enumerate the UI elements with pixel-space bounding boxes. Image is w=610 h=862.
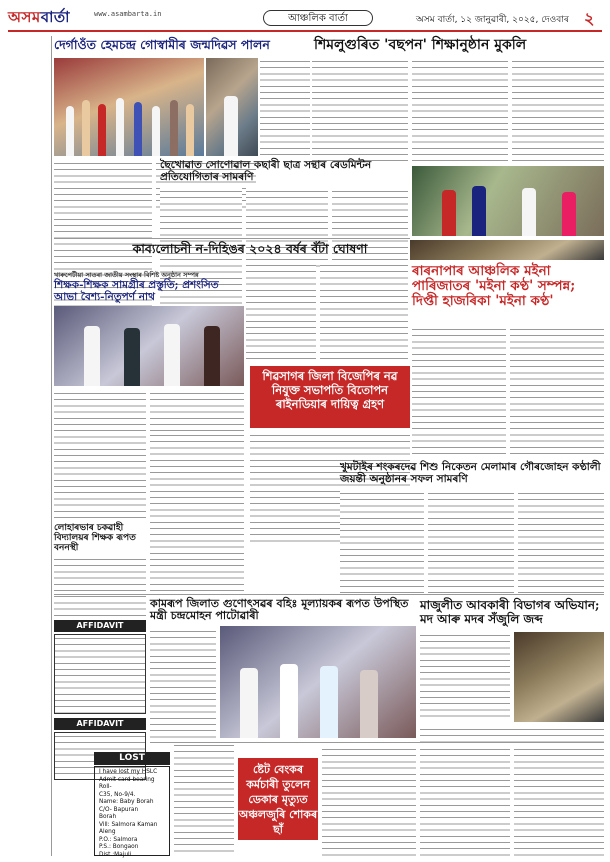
story12-body-3 <box>514 746 604 856</box>
story3-body-2 <box>246 188 328 268</box>
lost-line: Vill: Salmora Kaman <box>99 821 158 828</box>
story5-photo <box>54 306 244 386</box>
story11-body-2 <box>420 726 604 742</box>
story8-headline: লোহাৰভাৰ চকৱাহী বিদ্যালয়ৰ শিক্ষক ৰূপত বননস্থী <box>54 523 136 553</box>
story4-body-2 <box>320 262 408 362</box>
page-number: ২ <box>584 9 595 28</box>
story10-headline: কামৰূপ জিলাত গুণোৎসৱৰ বহিঃ মূল্যায়কৰ ৰূপত উপস্থিত মন্ত্ৰী চন্দ্ৰমোহন পাটোৱাৰী <box>150 597 409 623</box>
story12-headline: ষ্টেট বেংকৰ কৰ্মচাৰী তুলেন ডেকাৰ মৃত্যুত অঞ্চলজুৰি শোকৰ ছাঁ <box>238 758 318 840</box>
story12-body-2 <box>420 746 510 856</box>
lost-line: Name: Baby Borah <box>99 799 154 805</box>
section-divider <box>150 742 604 743</box>
story12-body <box>322 746 416 856</box>
story6-body-2 <box>510 326 604 458</box>
lost-line: Borah <box>99 814 117 820</box>
lost-line: Dist.:Majuli <box>99 851 132 858</box>
story11-headline: মাজুলীত আবকাৰী বিভাগৰ অভিযান; মদ আৰু মদৰ সঁজুলি জব্দ <box>420 598 600 626</box>
story10-photo <box>220 626 416 738</box>
newspaper-logo: অসমবাৰ্তা <box>8 8 71 26</box>
section-title: আঞ্চলিক বাৰ্তা <box>263 10 373 26</box>
story5-headline: শিক্ষক-শিক্ষক সামগ্ৰীৰ প্ৰস্তুতি; প্ৰশংসিত আভা বৈশ্য-নিতুপৰ্ণ নাথ <box>54 279 219 303</box>
lost-line: Admit card bearing Roll- <box>99 776 155 790</box>
story6-body <box>412 326 506 458</box>
story9-body <box>340 490 424 594</box>
story10-body-2 <box>174 742 234 856</box>
lost-line: C/O- Bapuran <box>99 806 139 813</box>
story9-body-3 <box>518 490 604 594</box>
affidavit-label-2: AFFIDAVIT <box>54 718 146 730</box>
story2-body-3 <box>512 58 604 162</box>
story4-body <box>246 262 316 362</box>
affidavit-label-1: AFFIDAVIT <box>54 620 146 632</box>
lost-line: C35, No-9/4. <box>99 791 136 798</box>
lost-line: Aleng <box>99 829 116 835</box>
section-divider <box>54 594 604 595</box>
website-url: www.asambarta.in <box>94 10 162 18</box>
lost-label: LOST <box>94 752 170 765</box>
story5-body <box>54 390 146 520</box>
masthead <box>8 6 602 32</box>
lost-line: P.S.: Bongaon <box>99 844 139 850</box>
story5-kicker: খাৰুপেটীয়া সাতৰা জাতীয় সংস্থাৰ বিশিষ্ট অনুষ্ঠান সম্পন্ন <box>54 271 199 279</box>
story6-photo-strip <box>410 240 604 260</box>
story1-body <box>260 58 310 156</box>
lost-notice <box>94 766 170 856</box>
story9-headline: খুমটাইৰ শংকৰদেৱ শিশু নিকেতন মেলামাৰ গৌৰজোহন কণ্ঠালী জয়ন্তী অনুষ্ঠানৰ সফল সামৰণি <box>340 461 601 485</box>
story8-body <box>54 556 146 616</box>
story11-body <box>420 632 510 722</box>
story2-headline: শিমলুগুৰিত 'বছপন' শিক্ষানুষ্ঠান মুকলি <box>314 37 527 53</box>
story2-photo <box>412 166 604 236</box>
story7-headline: শিৱসাগৰ জিলা বিজেপিৰ নৱ নিযুক্ত সভাপতি বিতোপন ৰাইনডিয়াৰ দায়িত্ব গ্ৰহণ <box>250 366 410 428</box>
story1-photo-2 <box>206 58 258 156</box>
story3-body-3 <box>332 188 408 268</box>
story6-headline: ৰাৰনাপাৰ আঞ্চলিক মইনা পাৰিজাতৰ 'মইনা কণ্ঠ' সম্পন্ন; দিপ্তী হাজৰিকা 'মইনা কণ্ঠ' <box>412 263 576 309</box>
date-line: অসম বাৰ্তা, ১২ জানুৱাৰী, ২০২৫, দেওবাৰ <box>416 15 569 25</box>
story7-body-2 <box>150 432 244 592</box>
story1-photo <box>54 58 204 156</box>
lost-line: P.O.: Salmora <box>99 836 138 843</box>
story4-headline: কাব্যলোচনী ন-দিহিঙৰ ২০২৪ বৰ্ষৰ বঁটা ঘোষণা <box>132 241 368 256</box>
story9-body-2 <box>428 490 514 594</box>
story10-body <box>150 628 216 738</box>
lost-line: I have lost my HSLC <box>99 769 158 775</box>
story3-headline: ছৈখোৱাত সোণোৱাল কছাৰী ছাত্ৰ সন্থাৰ ৰেডমিন্টন প্ৰতিযোগিতাৰ সামৰণি <box>160 159 372 183</box>
affidavit-body-1 <box>54 634 146 714</box>
section-divider <box>54 238 410 239</box>
story2-body-2 <box>412 58 508 162</box>
story1-headline: দেৰ্গাওঁত হেমচন্দ্ৰ গোস্বামীৰ জন্মদিৱস পালন <box>54 37 270 52</box>
story2-body <box>312 58 408 162</box>
column-divider <box>51 36 52 856</box>
story11-photo <box>514 632 604 722</box>
